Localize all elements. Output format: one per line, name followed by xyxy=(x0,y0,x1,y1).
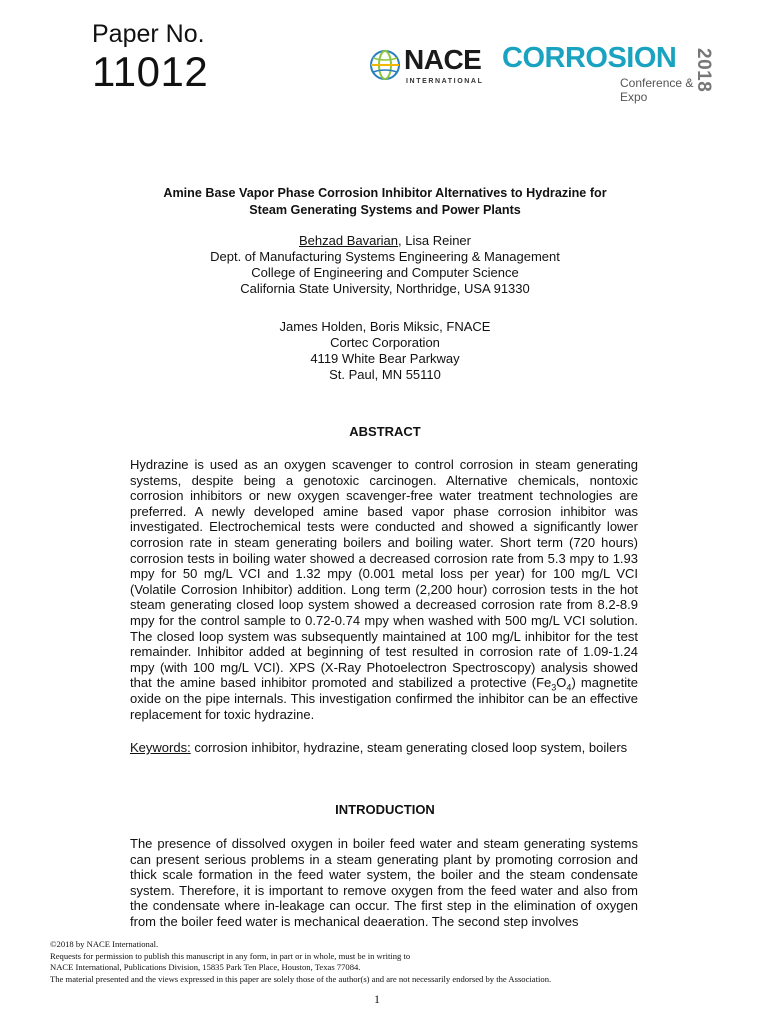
author-group-1-names xyxy=(120,233,650,249)
abstract-heading: ABSTRACT xyxy=(349,424,421,439)
keywords-list: corrosion inhibitor, hydrazine, steam generating closed loop system, boilers xyxy=(190,740,628,755)
presenting-author: Behzad Bavarian xyxy=(299,233,399,248)
paper-number-block xyxy=(92,22,208,93)
affiliation-line: Dept. of Manufacturing Systems Engineering & Management xyxy=(210,249,560,264)
nace-wordmark: NACE xyxy=(404,44,482,75)
affiliation-line: St. Paul, MN 55110 xyxy=(329,367,441,382)
nace-subtitle: INTERNATIONAL xyxy=(406,78,484,85)
footer-line: The material presented and the views expressed in this paper are solely those of the author(s) and are not necessarily endorsed by the Association. xyxy=(50,973,552,984)
affiliation-line: Cortec Corporation xyxy=(330,335,440,350)
conference-expo-label: Conference & Expo xyxy=(620,76,694,104)
footer-line: Requests for permission to publish this manuscript in any form, in part or in whole, must be in writing to xyxy=(50,950,411,961)
subscript: 3 xyxy=(551,682,557,693)
page-number: 1 xyxy=(374,992,380,1006)
keywords-label: Keywords: xyxy=(130,740,191,755)
abstract-text-part: ) magnetite oxide on the pipe internals. This investigation confirmed the inhibitor can be an effective replacement for toxic hydrazine. xyxy=(130,675,638,722)
author-group-2-names: James Holden, Boris Miksic, FNACE xyxy=(279,319,491,334)
introduction-heading: INTRODUCTION xyxy=(335,802,435,817)
conference-year: 2018 xyxy=(693,48,714,93)
abstract-text-part: O xyxy=(556,675,567,691)
keywords xyxy=(130,740,638,756)
nace-globe-icon xyxy=(368,48,402,82)
affiliation-line: 4119 White Bear Parkway xyxy=(310,351,460,366)
footer-line: ©2018 by NACE International. xyxy=(50,939,159,949)
author-block xyxy=(120,233,650,383)
abstract-text xyxy=(130,457,638,722)
introduction-text: The presence of dissolved oxygen in boiler feed water and steam generating systems can present serious problems in a steam generating plant by promoting corrosion and thick scale formation in the feed water system, the boiler and the steam condensate system. Therefore, it is important to remove oxygen from the feed water and also from the condensate where in-leakage can occur. The first step in the elimination of oxygen from the boiler feed water is mechanical deaeration. The second step involves xyxy=(130,836,638,929)
copyright-footer xyxy=(50,939,650,985)
paper-number-label: Paper No. xyxy=(92,20,205,48)
corrosion-wordmark: CORROSION xyxy=(502,42,677,74)
paper-title xyxy=(120,185,650,219)
paper-number: 11012 xyxy=(92,48,209,95)
paper-title-line-1: Amine Base Vapor Phase Corrosion Inhibitor Alternatives to Hydrazine for xyxy=(163,186,607,200)
affiliation-line: California State University, Northridge, USA 91330 xyxy=(240,281,530,296)
paper-title-line-2: Steam Generating Systems and Power Plants xyxy=(249,203,521,217)
subscript: 4 xyxy=(566,682,572,693)
affiliation-line: College of Engineering and Computer Science xyxy=(251,265,519,280)
conference-logos xyxy=(368,40,720,104)
coauthor: , Lisa Reiner xyxy=(398,233,471,248)
footer-line: NACE International, Publications Division, 15835 Park Ten Place, Houston, Texas 77084. xyxy=(50,962,361,972)
abstract-text-part: Hydrazine is used as an oxygen scavenger to control corrosion in steam generating systems, despite being a genotoxic carcinogen. Alternative chemicals, nontoxic corrosion inhibitors or new oxygen scavenger-free water treatment technologies are preferred. A newly developed amine based vapor phase corrosion inhibitor was investigated. Electrochemical tests were conducted and showed a significantly lower corrosion rate in steam generating boilers and boiling water. Short term (720 hours) corrosion tests in boiling water showed a decreased corrosion rate from 5.3 mpy to 1.93 mpy for 50 mg/L VCI and 1.32 mpy (0.001 metal loss per year) for 100 mg/L VCI (Volatile Corrosion Inhibitor) addition. Long term (2,200 hour) corrosion tests in the hot steam generating closed loop system showed a decreased corrosion rate from 8.2-8.9 mpy for the control sample to 0.72-0.74 mpy when washed with 500 mg/L VCI solution. The closed loop system was subsequently maintained at 100 mg/L inhibitor for the test remainder. Inhibitor added at beginning of test resulted in corrosion rate of 1.09-1.24 mpy (with 100 mg/L VCI). XPS (X-Ray Photoelectron Spectroscopy) analysis showed that the amine based inhibitor promoted and stabilized a protective (Fe xyxy=(130,457,638,691)
